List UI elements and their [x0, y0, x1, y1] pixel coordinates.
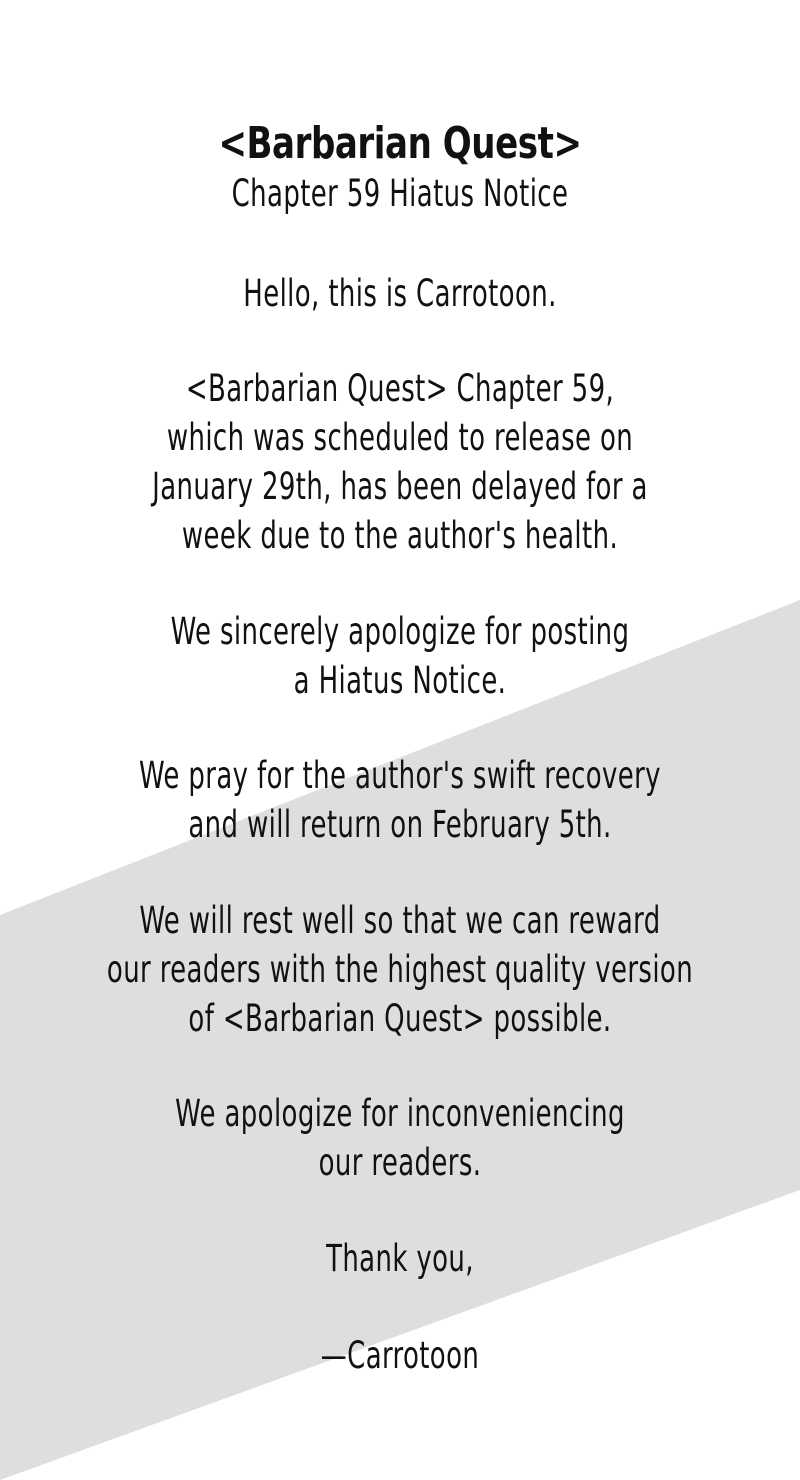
paragraph-delay-line-4: week due to the author's health. — [181, 514, 619, 557]
paragraph-delay-line-1: <Barbarian Quest> Chapter 59, — [185, 367, 615, 410]
paragraph-delay-line-2: which was scheduled to release on — [166, 416, 634, 459]
greeting-line: Hello, this is Carrotoon. — [243, 272, 557, 315]
paragraph-rest-line-2: our readers with the highest quality version — [106, 948, 694, 991]
signature-line: —Carrotoon — [320, 1334, 480, 1377]
paragraph-recovery-line-2: and will return on February 5th. — [188, 803, 612, 846]
notice-subtitle: Chapter 59 Hiatus Notice — [231, 172, 569, 215]
paragraph-rest-line-3: of <Barbarian Quest> possible. — [188, 997, 612, 1040]
closing-line: Thank you, — [326, 1237, 474, 1280]
notice-title: <Barbarian Quest> — [218, 118, 582, 169]
paragraph-inconvenience-line-1: We apologize for inconveniencing — [175, 1092, 625, 1135]
paragraph-recovery-line-1: We pray for the author's swift recovery — [139, 754, 661, 797]
paragraph-inconvenience-line-2: our readers. — [318, 1141, 482, 1184]
paragraph-rest-line-1: We will rest well so that we can reward — [139, 899, 661, 942]
paragraph-apology-line-2: a Hiatus Notice. — [293, 659, 507, 702]
paragraph-apology-line-1: We sincerely apologize for posting — [170, 610, 630, 653]
paragraph-delay-line-3: January 29th, has been delayed for a — [152, 465, 648, 508]
